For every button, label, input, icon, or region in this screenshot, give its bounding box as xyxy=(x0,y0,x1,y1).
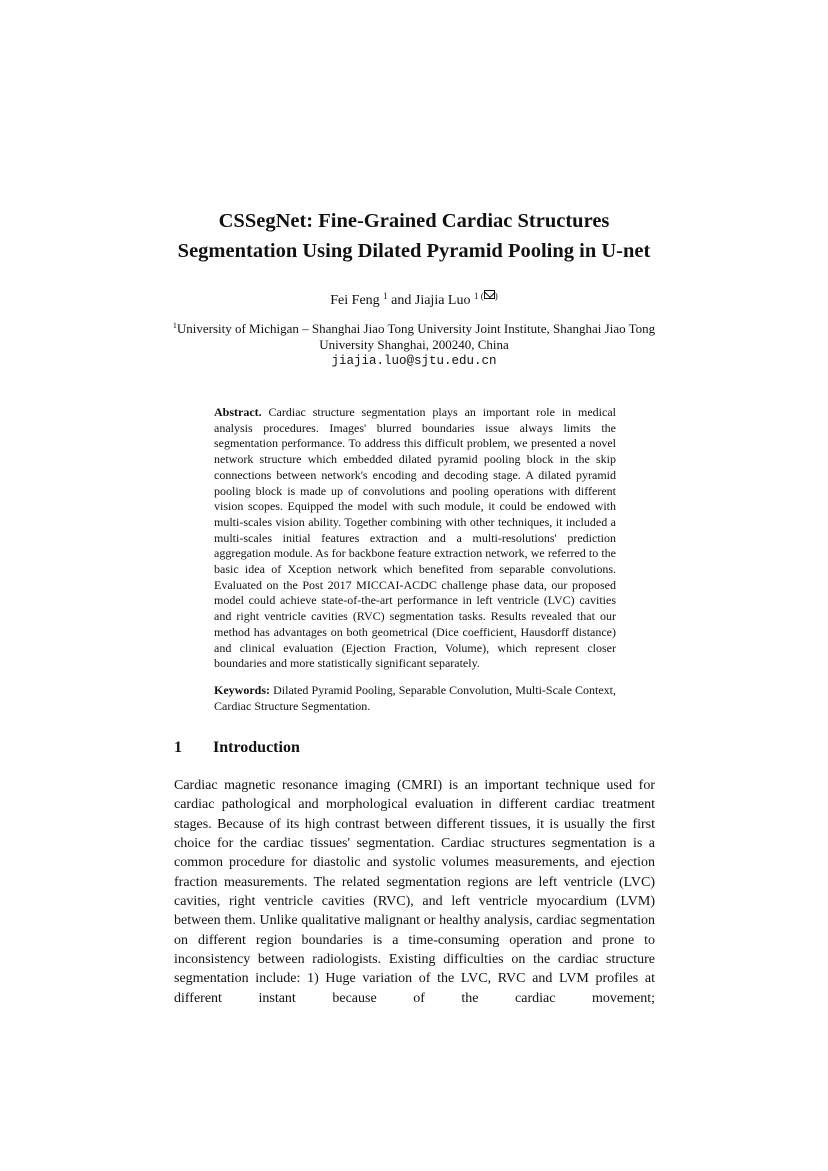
keywords-label: Keywords: xyxy=(214,683,270,697)
keywords-text: Dilated Pyramid Pooling, Separable Convolution, Multi-Scale Context, Cardiac Structure Segmentation. xyxy=(214,683,617,713)
title-line-2: Segmentation Using Dilated Pyramid Pooling in U-net xyxy=(177,240,651,262)
author-1-affiliation-mark: 1 xyxy=(383,291,388,301)
envelope-icon xyxy=(484,290,495,299)
author-1: Fei Feng xyxy=(330,293,380,308)
author-2-affiliation-mark: 1 ( ) xyxy=(473,291,498,301)
affiliation-line-2: University Shanghai, 200240, China xyxy=(319,337,509,352)
paper-title xyxy=(120,206,708,266)
author-email[interactable]: jiajia.luo@sjtu.edu.cn xyxy=(331,354,497,368)
section-heading xyxy=(174,739,300,757)
author-list xyxy=(120,287,708,310)
section-number: 1 xyxy=(174,739,182,756)
introduction-paragraph: Cardiac magnetic resonance imaging (CMRI) is an important technique used for cardiac pathological and morphological evaluation in different cardiac treatment stages. Because of its high contrast between different tissues, it is usually the first choice for the cardiac tissues' segmentation. Cardiac structures segmentation is a common procedure for diastolic and systolic volumes measurements, and ejection fraction measurements. The related segmentation regions are left ventricle (LVC) cavities, right ventricle cavities (RVC), and left ventricle myocardium (LVM) between them. Unlike qualitative malignant or healthy analysis, cardiac segmentation on different region boundaries is a time-consuming operation and prone to inconsistency between radiologists. Existing difficulties on the cardiac structure segmentation include: 1) Huge variation of the LVC, RVC and LVM profiles at different instant because of the cardiac movement; xyxy=(174,778,655,1006)
abstract-text: Cardiac structure segmentation plays an important role in medical analysis procedures. Images' blurred boundaries issue always limits the segmentation performance. To address this difficult problem, we presented a novel network structure which embedded dilated pyramid pooling block in the skip connections between network's encoding and decoding stage. A dilated pyramid pooling block is made up of convolutions and pooling operations with different vision scopes. Equipped the model with such module, it could be endowed with multi-scales vision ability. Together combining with other techniques, it included a multi-scales initial features extraction and a multi-resolutions' prediction aggregation module. As for backbone feature extraction network, we referred to the basic idea of Xception network which benefited from separable convolutions. Evaluated on the Post 2017 MICCAI-ACDC challenge phase data, our proposed model could achieve state-of-the-art performance in left ventricle (LVC) cavities and right ventricle cavities (RVC) segmentation tasks. Results revealed that our method has advantages on both geometrical (Dice coefficient, Hausdorff distance) and clinical evaluation (Ejection Fraction, Volume), which represent closer boundaries and more statistically significant separately. xyxy=(214,405,616,671)
affiliation-mark: 1 xyxy=(172,321,177,330)
abstract xyxy=(214,405,616,672)
abstract-label: Abstract. xyxy=(214,405,262,419)
section-title: Introduction xyxy=(213,739,300,756)
author-conjunction: and xyxy=(391,293,412,308)
affiliation-line-1: $^1$University of Michigan – Shanghai Jiao Tong University Joint Institute, Shanghai Jiao Tong xyxy=(172,321,656,336)
affiliation xyxy=(140,318,688,369)
author-2: Jiajia Luo xyxy=(414,293,471,308)
title-line-1: CSSegNet: Fine-Grained Cardiac Structures xyxy=(218,210,610,232)
keywords xyxy=(214,683,616,714)
